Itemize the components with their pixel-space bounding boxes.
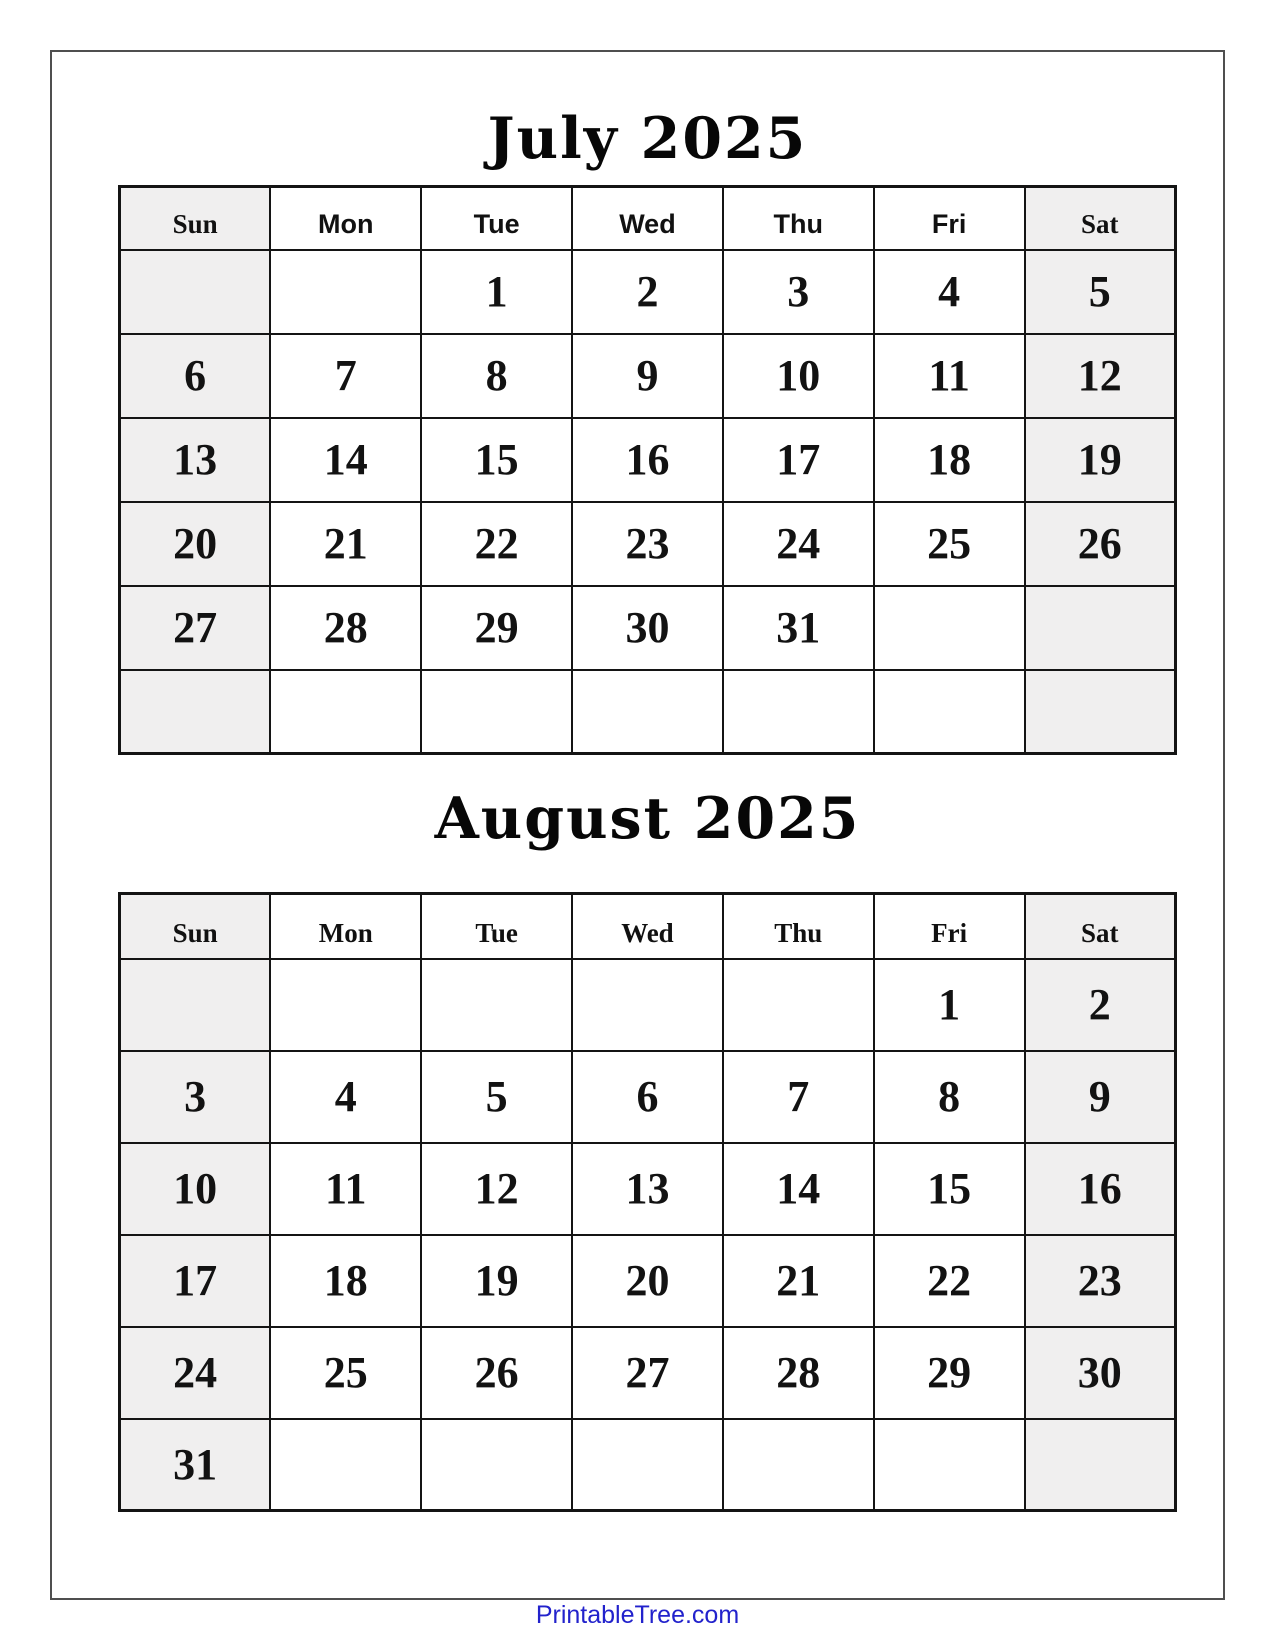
day-cell — [1025, 586, 1176, 670]
week-row — [120, 959, 1176, 1051]
day-cell: 14 — [270, 418, 421, 502]
week-row — [120, 586, 1176, 670]
weekday-label-tue: Tue — [421, 187, 572, 250]
day-cell: 11 — [270, 1143, 421, 1235]
weekday-label-thu: Thu — [723, 187, 874, 250]
day-cell — [572, 670, 723, 754]
day-cell: 8 — [421, 334, 572, 418]
day-cell: 9 — [572, 334, 723, 418]
day-cell — [421, 1419, 572, 1511]
day-cell: 22 — [421, 502, 572, 586]
weekday-label-fri: Fri — [874, 187, 1025, 250]
week-row — [120, 670, 1176, 754]
weekday-label-wed: Wed — [572, 894, 723, 959]
weekday-label-sat: Sat — [1025, 187, 1176, 250]
day-cell: 13 — [572, 1143, 723, 1235]
july-title: July 2025 — [487, 105, 808, 172]
day-cell: 12 — [421, 1143, 572, 1235]
week-row — [120, 418, 1176, 502]
day-cell: 18 — [874, 418, 1025, 502]
week-row — [120, 1419, 1176, 1511]
day-cell: 29 — [421, 586, 572, 670]
july-calendar — [118, 185, 1177, 755]
day-cell: 29 — [874, 1327, 1025, 1419]
day-cell: 4 — [874, 250, 1025, 334]
weekday-label-fri: Fri — [874, 894, 1025, 959]
day-cell: 31 — [723, 586, 874, 670]
day-cell: 13 — [120, 418, 271, 502]
day-cell — [120, 670, 271, 754]
weekday-label-wed: Wed — [572, 187, 723, 250]
july-weekday-header-row — [120, 187, 1176, 250]
day-cell: 3 — [120, 1051, 271, 1143]
day-cell: 24 — [120, 1327, 271, 1419]
day-cell: 14 — [723, 1143, 874, 1235]
day-cell — [270, 1419, 421, 1511]
footer-site-link[interactable]: PrintableTree.com — [535, 1601, 740, 1629]
day-cell: 19 — [421, 1235, 572, 1327]
week-row — [120, 1051, 1176, 1143]
day-cell — [723, 1419, 874, 1511]
week-row — [120, 250, 1176, 334]
day-cell: 19 — [1025, 418, 1176, 502]
day-cell — [120, 250, 271, 334]
week-row — [120, 1143, 1176, 1235]
weekday-label-tue: Tue — [421, 894, 572, 959]
day-cell: 3 — [723, 250, 874, 334]
day-cell — [421, 670, 572, 754]
day-cell: 18 — [270, 1235, 421, 1327]
day-cell: 21 — [723, 1235, 874, 1327]
day-cell: 5 — [1025, 250, 1176, 334]
week-row — [120, 334, 1176, 418]
day-cell: 7 — [270, 334, 421, 418]
day-cell: 22 — [874, 1235, 1025, 1327]
day-cell — [572, 959, 723, 1051]
day-cell: 1 — [874, 959, 1025, 1051]
day-cell: 6 — [120, 334, 271, 418]
day-cell: 21 — [270, 502, 421, 586]
day-cell: 25 — [270, 1327, 421, 1419]
day-cell: 25 — [874, 502, 1025, 586]
day-cell: 27 — [572, 1327, 723, 1419]
august-title: August 2025 — [434, 785, 861, 852]
day-cell — [874, 670, 1025, 754]
day-cell: 17 — [120, 1235, 271, 1327]
day-cell: 31 — [120, 1419, 271, 1511]
day-cell: 20 — [120, 502, 271, 586]
day-cell: 15 — [421, 418, 572, 502]
week-row — [120, 502, 1176, 586]
day-cell — [270, 670, 421, 754]
day-cell: 30 — [572, 586, 723, 670]
day-cell: 2 — [572, 250, 723, 334]
day-cell: 10 — [723, 334, 874, 418]
day-cell — [723, 959, 874, 1051]
day-cell: 7 — [723, 1051, 874, 1143]
day-cell: 9 — [1025, 1051, 1176, 1143]
day-cell: 11 — [874, 334, 1025, 418]
day-cell — [1025, 670, 1176, 754]
week-row — [120, 1235, 1176, 1327]
day-cell: 23 — [572, 502, 723, 586]
day-cell — [723, 670, 874, 754]
weekday-label-mon: Mon — [270, 894, 421, 959]
august-weekday-header-row — [120, 894, 1176, 959]
day-cell: 12 — [1025, 334, 1176, 418]
day-cell: 4 — [270, 1051, 421, 1143]
day-cell: 6 — [572, 1051, 723, 1143]
weekday-label-sat: Sat — [1025, 894, 1176, 959]
day-cell: 27 — [120, 586, 271, 670]
day-cell: 23 — [1025, 1235, 1176, 1327]
day-cell: 20 — [572, 1235, 723, 1327]
day-cell — [572, 1419, 723, 1511]
day-cell: 26 — [1025, 502, 1176, 586]
day-cell — [270, 250, 421, 334]
day-cell: 10 — [120, 1143, 271, 1235]
day-cell: 30 — [1025, 1327, 1176, 1419]
weekday-label-thu: Thu — [723, 894, 874, 959]
weekday-label-sun: Sun — [120, 894, 271, 959]
day-cell — [421, 959, 572, 1051]
day-cell: 28 — [723, 1327, 874, 1419]
weekday-label-mon: Mon — [270, 187, 421, 250]
day-cell: 26 — [421, 1327, 572, 1419]
day-cell: 5 — [421, 1051, 572, 1143]
day-cell — [1025, 1419, 1176, 1511]
day-cell: 2 — [1025, 959, 1176, 1051]
day-cell: 15 — [874, 1143, 1025, 1235]
day-cell: 28 — [270, 586, 421, 670]
day-cell — [120, 959, 271, 1051]
day-cell: 16 — [572, 418, 723, 502]
day-cell — [874, 586, 1025, 670]
august-calendar — [118, 892, 1177, 1512]
day-cell: 24 — [723, 502, 874, 586]
day-cell — [270, 959, 421, 1051]
weekday-label-sun: Sun — [120, 187, 271, 250]
day-cell — [874, 1419, 1025, 1511]
day-cell: 8 — [874, 1051, 1025, 1143]
day-cell: 17 — [723, 418, 874, 502]
day-cell: 16 — [1025, 1143, 1176, 1235]
week-row — [120, 1327, 1176, 1419]
day-cell: 1 — [421, 250, 572, 334]
